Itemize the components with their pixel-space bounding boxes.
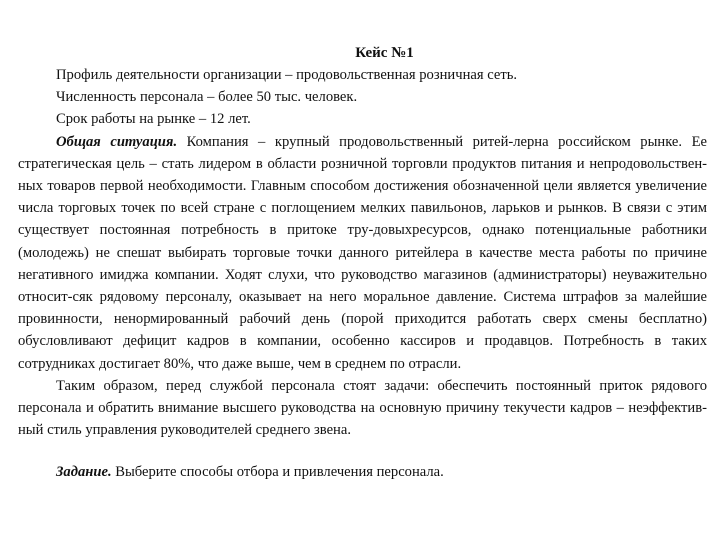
task-text: Выберите способы отбора и привлечения персонала. <box>111 464 444 481</box>
situation-text: Компания – крупный продовольственный ритей-лерна российском рынке. Ее стратегическая цель – стать лидером в области розничной торговли продуктов питания и непродовольствен-ных товаров первой необходимости. Главным способом достижения обозначенной цели является увеличение числа торговых точек по всей стране с поглощением мелких павильонов, ларьков и рынков. В связи с этим существует постоянная потребность в притоке тру-довыхресурсов, однако потенциальные работники (молодежь) не спешат выбирать торговые точки данного ритейлера в качестве места работы по причине негативного имиджа компании. Ходят слухи, что руководство магазинов (администраторы) неуважительно относит-сяк рядовому персоналу, оказывает на него моральное давление. Система штрафов за малейшие провинности, ненормированный рабочий день (порой приходится работать сверх смены бесплатно) обусловливают дефицит кадров в компании, особенно кассиров и продавцов. Потребность в таких сотрудниках достигает 80%, что даже выше, чем в среднем по отрасли. <box>18 133 707 372</box>
document-page <box>18 42 707 484</box>
conclusion-paragraph: Таким образом, перед службой персонала стоят задачи: обеспечить постоянный приток рядового персонала и обратить внимание высшего руководства на основную причину текучести кадров – неэффектив-ный стиль управления руководителей среднего звена. <box>18 377 707 439</box>
task-label: Задание. <box>56 464 112 481</box>
situation-label: Общая ситуация. <box>56 133 178 150</box>
staff-line: Численность персонала – более 50 тыс. человек. <box>56 89 358 106</box>
paragraph-spacer <box>18 441 707 461</box>
profile-line: Профиль деятельности организации – продовольственная розничная сеть. <box>56 67 518 83</box>
case-title: Кейс №1 <box>355 45 414 61</box>
task-paragraph <box>18 461 707 483</box>
situation-paragraph <box>18 131 707 375</box>
term-line: Срок работы на рынке – 12 лет. <box>56 111 251 128</box>
